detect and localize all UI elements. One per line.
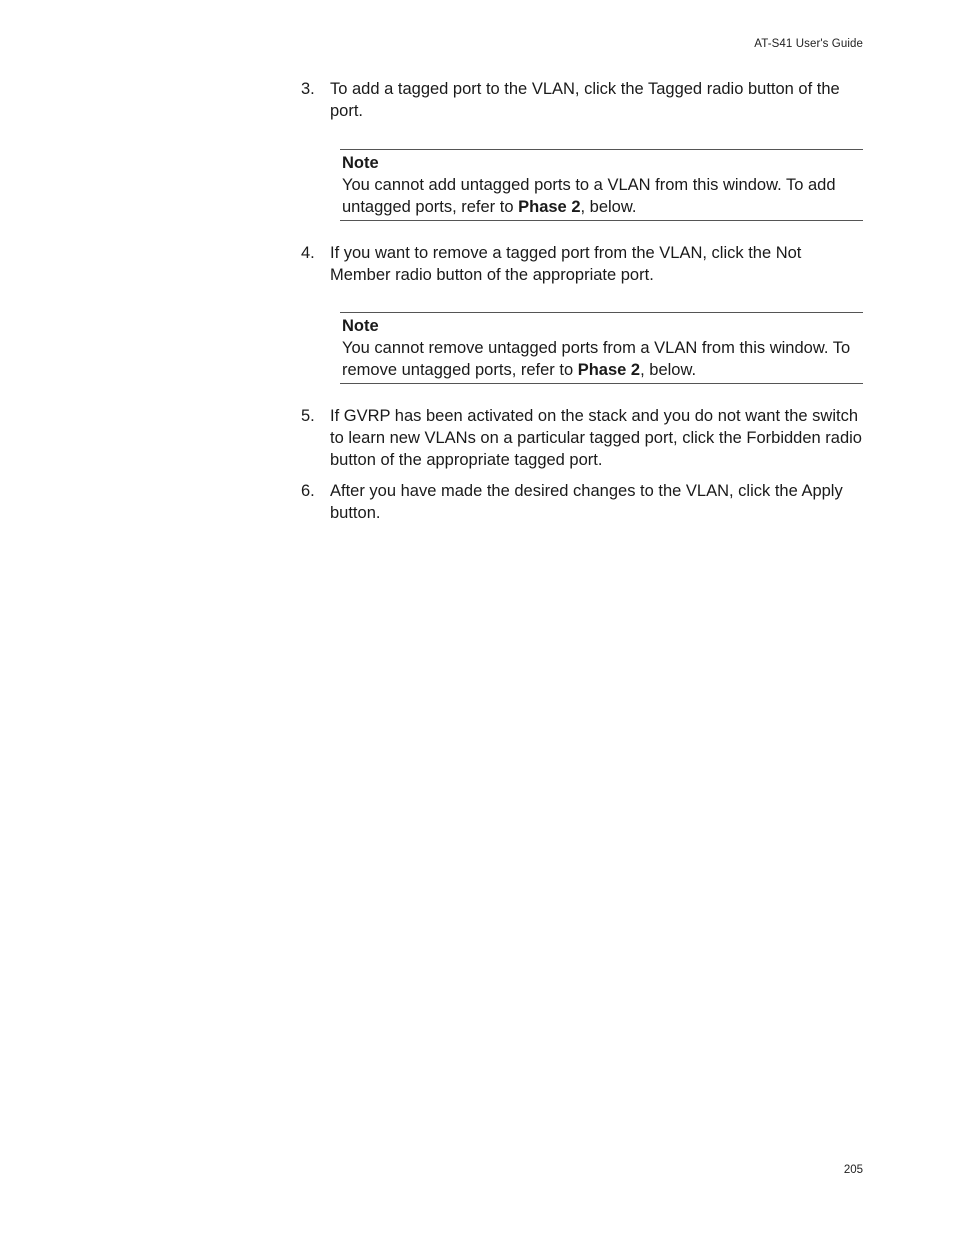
phase-reference: Phase 2 (518, 198, 581, 216)
page-number: 205 (843, 1164, 863, 1176)
step-5 (301, 405, 863, 471)
step-3 (301, 78, 863, 122)
phase-reference: Phase 2 (577, 361, 641, 379)
step-number: 4. (301, 244, 315, 262)
note-body: You cannot remove untagged ports from a VLAN from this window. To remove untagged ports, refer to Phase 2, below. (342, 339, 851, 379)
note-title: Note (342, 154, 379, 172)
step-number: 6. (301, 482, 315, 500)
step-number: 5. (301, 407, 315, 425)
running-header: AT-S41 User's Guide (754, 38, 863, 50)
note-title: Note (342, 317, 379, 335)
note-box (340, 312, 863, 384)
step-text: To add a tagged port to the VLAN, click the Tagged radio button of the port. (330, 80, 840, 120)
step-4 (301, 242, 863, 286)
step-text: After you have made the desired changes to the VLAN, click the Apply button. (330, 482, 843, 522)
step-text: If you want to remove a tagged port from the VLAN, click the Not Member radio button of the appropriate port. (330, 244, 802, 284)
step-6 (301, 480, 863, 524)
note-body: You cannot add untagged ports to a VLAN from this window. To add untagged ports, refer to Phase 2, below. (342, 176, 836, 216)
step-number: 3. (301, 80, 315, 98)
step-text: If GVRP has been activated on the stack and you do not want the switch to learn new VLANs on a particular tagged port, click the Forbidden radio button of the appropriate tagged port. (330, 407, 862, 469)
note-box (340, 149, 863, 221)
main-content (301, 78, 863, 524)
